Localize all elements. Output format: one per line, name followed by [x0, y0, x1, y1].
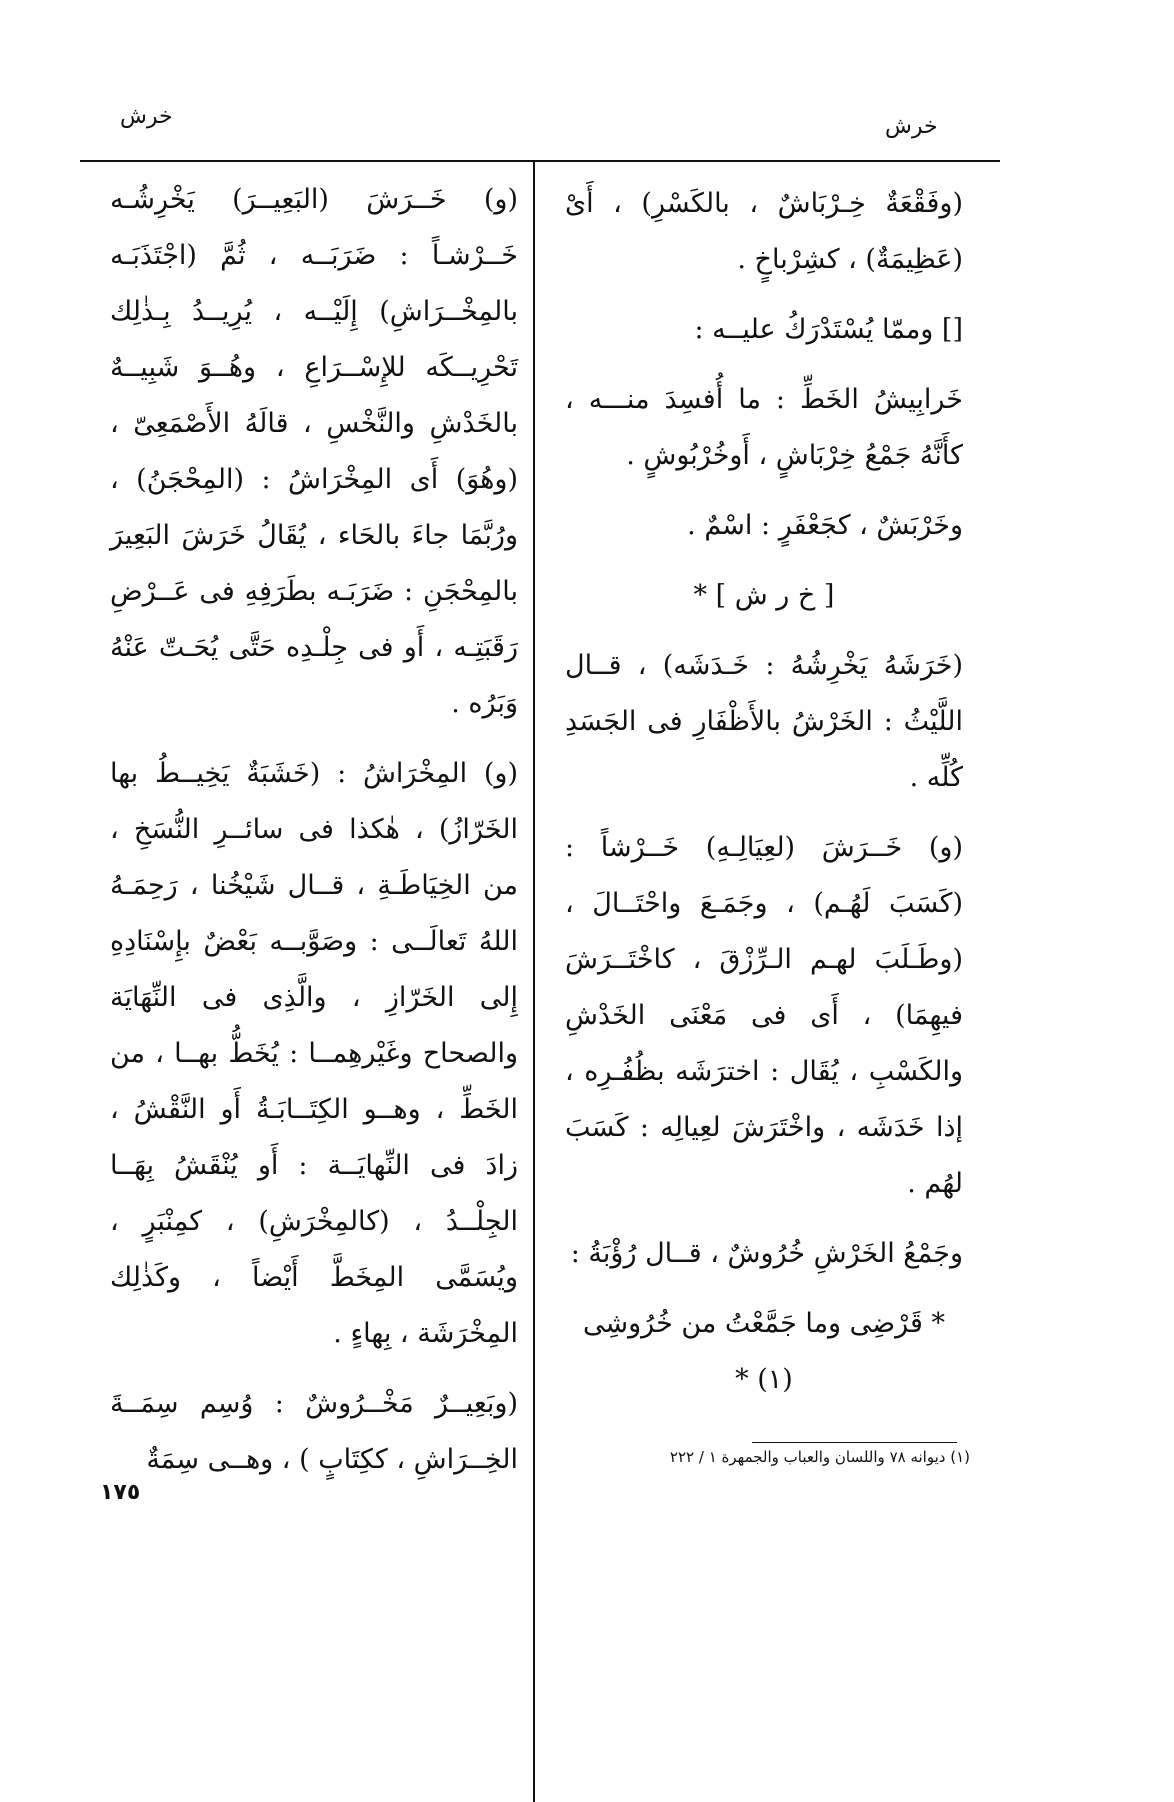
header-right-word: خرش [885, 114, 938, 139]
right-paragraph-3: خَرابِيشُ الخَطِّ : ما أُفسِدَ منـــه ، كأَنَّهُ جَمْعُ خِرْبَاشٍ ، أَوخُرْبُوشٍ . [565, 384, 963, 471]
left-paragraph-1: (و) خَــرَشَ (البَعِيــرَ) يَخْرِشُـه خَــرْشـاً : ضَرَبَــه ، ثُمَّ (اجْتَذَبَـه بالمِخْــرَاشِ) إِلَيْــه ، يُرِيــدُ بِـذٰلِك تَحْرِيــكَه للإِسْــرَاعِ ، وهُــوَ شَبِيــهٌ بالخَدْشِ والنَّخْسِ ، قالَهُ الأَصْمَعِىّ ، (وهُوَ) أَى المِخْرَاشُ : (المِحْجَنُ) ، ورُبَّمَا جاءَ بالحَاء ، يُقَالُ خَرَشَ البَعِيرَ بالمِحْجَنِ : ضَرَبَـه بطَرَفِهِ فى عَــرْضِ رَقَبَتِـه ، أَو فى جِلْـدِه حَتَّى يُحَـتّ عَنْهُ وَبَرُه . [110, 184, 518, 719]
right-paragraph-1: (وفَقْعَةٌ خِـرْبَاشٌ ، بالكَسْرِ) ، أَىْ (عَظِيمَةٌ) ، كشِرْباخٍ . [565, 188, 963, 275]
right-paragraph-2: [] وممّا يُسْتَدْرَكُ عليــه : [694, 314, 963, 345]
right-column [565, 176, 963, 1422]
header-left-word: خرش [120, 104, 173, 129]
right-paragraph-8: وجَمْعُ الخَرْشِ خُرُوشٌ ، قــال رُؤْبَةُ : [570, 1238, 963, 1269]
right-paragraph-7: (و) خَــرَشَ (لعِيَالِـهِ) خَــرْشاً : (كَسَبَ لَهُـم) ، وجَمَـعَ واحْتَــالَ ، (وطَـلَبَ لهـم الـرِّزْقَ ، كاخْتَــرَشَ فيهِمَا) ، أَى فى مَعْنَى الخَدْشِ والكَسْبِ ، يُقَال : اخترَشَه بظُفُـرِه ، إذا خَدَشَه ، واخْتَرَشَ لعِيالِه : كَسَبَ لهُم . [565, 832, 963, 1199]
left-column [110, 172, 518, 1502]
footnote: (١) ديوانه ٧٨ واللسان والعباب والجمهرة ١ / ٢٢٢ [669, 1448, 970, 1466]
footnote-rule [752, 1442, 957, 1443]
right-paragraph-6: (خَرَشَهُ يَخْرِشُهُ : خَـدَشَه) ، قــال اللَّيْثُ : الخَرْشُ بالأَظْفَارِ فى الجَسَدِ كُلِّه . [565, 650, 963, 793]
page-number: ١٧٥ [100, 1480, 141, 1505]
column-divider [533, 162, 535, 1802]
verse-line: * قَرْضِى وما جَمَّعْتُ من خُرُوشِى (١) * [583, 1308, 945, 1395]
left-paragraph-2: (و) المِخْرَاشُ : (خَشَبَةٌ يَخِيــطُ بها الخَرّازُ) ، هٰكذا فى سائــرِ النُّسَخِ ، من الخِيَاطَـةِ ، قــال شَيْخُنا ، رَحِمَـهُ اللهُ تَعالَــى : وصَوَّبــه بَعْضٌ بإِسْنَادِهِ إِلى الخَرّازِ ، والَّذِى فى النِّهَايَة والصحاح وغَيْرهِمــا : يُخَطُّ بهــا ، من الخَطِّ ، وهــو الكِتَــابَـةُ أَو النَّقْشُ ، زادَ فى النِّهايَــة : أَو يُنْقَشُ بِهَــا الجِلْــدُ ، (كالمِخْرَشِ) ، كمِنْبَرٍ ، ويُسَمَّى المِخَطَّ أَيْضاً ، وكَذٰلِك المِخْرَشَة ، بِهاءٍ . [110, 758, 518, 1349]
header-rule [80, 160, 1000, 162]
left-paragraph-3: (وبَعِيــرٌ مَخْــرُوشٌ : وُسِم سِمَــةَ الخِــرَاشِ ، ككِتَابٍ ) ، وهــى سِمَةٌ [110, 1388, 518, 1475]
right-paragraph-4: وخَرْبَشٌ ، كجَعْفَرٍ : اسْمٌ . [687, 510, 963, 541]
entry-heading: [ خ ر ش ] * [693, 580, 835, 611]
